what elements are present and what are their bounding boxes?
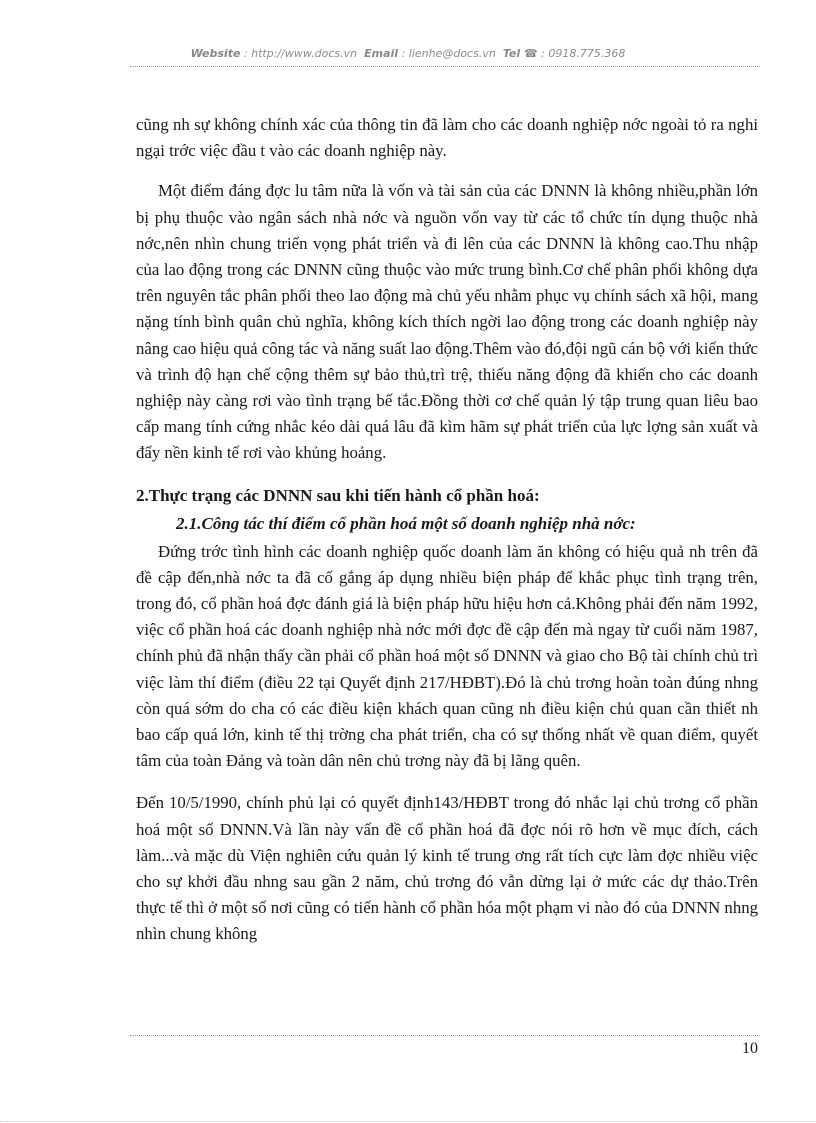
paragraph-2: Một điểm đáng đợc lu tâm nữa là vốn và tài sản của các DNNN là không nhiều,phần lớn bị phụ thuộc vào ngân sách nhà nớc và nguồn vốn vay từ các tổ chức tín dụng thuộc nhà nớc,nên nhìn chung triển vọng phát triển và đi lên của các DNNN là không cao.Thu nhập của lao động trong các DNNN cũng thuộc vào mức trung bình.Cơ chế phân phối không dựa trên nguyên tắc phân phối theo lao động mà chủ yếu nhằm phục vụ chính sách xã hội, mang nặng tính bình quân chủ nghĩa, không kích thích ngời lao động trong các doanh nghiệp này nâng cao hiệu quả công tác và năng suất lao động.Thêm vào đó,đội ngũ cán bộ với kiến thức và trình độ hạn chế cộng thêm sự bảo thủ,trì trệ, thiếu năng động đã khiến cho các doanh nghiệp này càng rơi vào tình trạng bế tắc.Đồng thời cơ chế quản lý tập trung quan liêu bao cấp mang tính cứng nhắc kéo dài quá lâu đã kìm hãm sự phát triển của lực lợng sản xuất và đẩy nền kinh tế rơi vào khủng hoảng.: [136, 181, 758, 463]
email-label: Email: [364, 47, 399, 60]
section-heading-2: 2.Thực trạng các DNNN sau khi tiến hành cổ phần hoá:: [136, 485, 540, 505]
subsection-heading-2-1: 2.1.Công tác thí điểm cổ phần hoá một số doanh nghiệp nhà nớc:: [176, 513, 636, 533]
website-url[interactable]: : http://www.docs.vn: [243, 47, 358, 60]
page-number: 10: [742, 1040, 758, 1057]
paragraph-1: cũng nh sự không chính xác của thông tin đã làm cho các doanh nghiệp nớc ngoài tỏ ra nghi ngại trớc việc đầu t vào các doanh nghiệp này.: [136, 115, 758, 161]
header-divider: [130, 66, 760, 67]
paragraph-3: Đứng trớc tình hình các doanh nghiệp quốc doanh làm ăn không có hiệu quả nh trên đã đề cập đến,nhà nớc ta đã cố gắng áp dụng nhiều biện pháp để khắc phục tình trạng trên, trong đó, cổ phần hoá đợc đánh giá là biện pháp hữu hiệu hơn cả.Không phải đến năm 1992, việc cổ phần hoá các doanh nghiệp nhà nớc mới đợc đề cập đến mà ngay từ cuối năm 1987, chính phủ đã nhận thấy cần phải cổ phần hoá một số DNNN và giao cho Bộ tài chính chủ trì việc làm thí điểm (điều 22 tại Quyết định 217/HĐBT).Đó là chủ trơng hoàn toàn đúng nhng còn quá sớm do cha có các điều kiện khách quan cũng nh điều kiện chủ quan cần thiết nh bao cấp quá lớn, kinh tế thị trờng cha phát triển, cha có sự thống nhất về quan điểm, quyết tâm của toàn Đảng và toàn dân nên chủ trơng này đã bị lãng quên.: [136, 541, 758, 771]
tel-number: : 0918.775.368: [541, 47, 626, 60]
page-header: [0, 47, 816, 60]
paragraph-4: Đến 10/5/1990, chính phủ lại có quyết định143/HĐBT trong đó nhắc lại chủ trơng cổ phần hoá một số DNNN.Và lần này vấn đề cổ phần hoá đã đợc nói rõ hơn về mục đích, cách làm...và mặc dù Viện nghiên cứu quản lý kinh tế trung ơng rất tích cực làm đợc nhiều việc cho sự khởi đầu nhng sau gần 2 năm, chủ trơng đó vẫn dừng lại ở mức các dự thảo.Trên thực tế thì ở một số nơi cũng có tiến hành cổ phần hóa một phạm vi nào đó của DNNN nhng nhìn chung không: [136, 793, 758, 944]
website-label: Website: [190, 47, 241, 60]
page-bottom-edge: [0, 1121, 816, 1122]
tel-label: Tel ☎: [502, 47, 538, 60]
email-address[interactable]: : lienhe@docs.vn: [401, 47, 496, 60]
footer-divider: [130, 1035, 760, 1036]
document-body: [136, 112, 758, 948]
